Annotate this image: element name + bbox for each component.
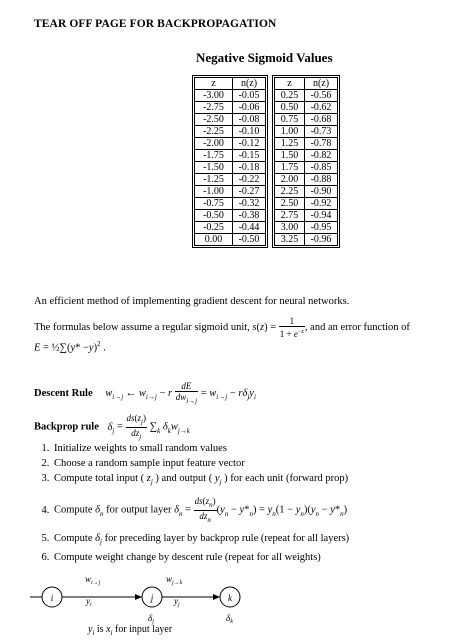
- table-row: [275, 102, 338, 114]
- nz-cell: -0.90: [305, 186, 338, 198]
- z-cell: 3.25: [275, 234, 305, 246]
- header-z: z: [195, 78, 233, 90]
- table-row: [275, 234, 338, 246]
- table-row: [275, 138, 338, 150]
- intro-text: An efficient method of implementing gradient descent for neural networks.: [34, 296, 350, 307]
- nz-cell: -0.32: [233, 198, 266, 210]
- z-cell: 0.00: [195, 234, 233, 246]
- table-row: [195, 150, 266, 162]
- step-4: 4. Compute $\delta_n$ for output layer $\delta_n$ = $\frac{ds(z_n)}{dz_n}$ $(y_n - y*_n) = y_n(1 - y_n)(y_n - y*_n)$: [52, 496, 464, 525]
- table-row: [195, 234, 266, 246]
- delta-k-label: $\delta_k$: [226, 613, 233, 625]
- nz-cell: -0.12: [233, 138, 266, 150]
- step-3: 3. Compute total input ( $z_j$ ) and output ( $y_j$ ) for each unit (forward prop): [52, 471, 464, 490]
- step-6: 6. Compute weight change by descent rule (repeat for all weights): [52, 550, 464, 565]
- backprop-rule: Backprop rule $\delta_j$ = $\frac{ds(z_j)}{dz_j}$ $\sum_k$ $\delta_kw_{j\to k}$: [34, 413, 190, 441]
- z-cell: 1.25: [275, 138, 305, 150]
- table-row: [275, 174, 338, 186]
- table-row: [275, 210, 338, 222]
- sigmoid-fraction: $\frac{1}{1 + e^{-z}}$: [279, 316, 304, 339]
- z-cell: 1.50: [275, 150, 305, 162]
- z-cell: 1.75: [275, 162, 305, 174]
- nz-cell: -0.96: [305, 234, 338, 246]
- table-row: [195, 90, 266, 102]
- z-cell: -1.75: [195, 150, 233, 162]
- table-row: [195, 138, 266, 150]
- node-k-label: k: [228, 593, 232, 603]
- page-header: TEAR OFF PAGE FOR BACKPROPAGATION: [34, 18, 277, 30]
- weight-ij-label: $w_{i\to j}$: [85, 574, 101, 586]
- z-cell: 3.00: [275, 222, 305, 234]
- table-row: [275, 198, 338, 210]
- z-cell: 2.00: [275, 174, 305, 186]
- nz-cell: -0.68: [305, 114, 338, 126]
- nz-cell: -0.10: [233, 126, 266, 138]
- z-cell: -0.75: [195, 198, 233, 210]
- nz-cell: -0.94: [305, 210, 338, 222]
- table-row: [275, 150, 338, 162]
- nz-cell: -0.44: [233, 222, 266, 234]
- table-left: [194, 77, 266, 246]
- weight-jk-label: $w_{j\to k}$: [166, 574, 183, 586]
- z-cell: 2.75: [275, 210, 305, 222]
- z-cell: 2.25: [275, 186, 305, 198]
- z-cell: -2.25: [195, 126, 233, 138]
- arrow-head-ij: [135, 594, 142, 600]
- header-nz: n(z): [305, 78, 338, 90]
- steps-list: [34, 441, 464, 565]
- formula-line: The formulas below assume a regular sigmoid unit, s(z) = $\frac{1}{1 + e^{-z}}$ , and an error function of: [34, 316, 410, 339]
- nz-cell: -0.78: [305, 138, 338, 150]
- z-cell: -0.25: [195, 222, 233, 234]
- z-cell: 0.50: [275, 102, 305, 114]
- nz-cell: -0.88: [305, 174, 338, 186]
- z-cell: 0.75: [275, 114, 305, 126]
- backprop-label: Backprop rule: [34, 421, 99, 433]
- nz-cell: -0.85: [305, 162, 338, 174]
- table-row: [275, 186, 338, 198]
- nz-cell: -0.38: [233, 210, 266, 222]
- table-right: [274, 77, 338, 246]
- z-cell: 0.25: [275, 90, 305, 102]
- z-cell: -2.75: [195, 102, 233, 114]
- table-row: [195, 102, 266, 114]
- table-row: [195, 126, 266, 138]
- nz-cell: -0.22: [233, 174, 266, 186]
- nz-cell: -0.27: [233, 186, 266, 198]
- formula-prefix: The formulas below assume a regular sigmoid unit,: [34, 321, 250, 333]
- nz-cell: -0.18: [233, 162, 266, 174]
- z-cell: -0.50: [195, 210, 233, 222]
- z-cell: -2.50: [195, 114, 233, 126]
- step-2: 2. Choose a random sample input feature vector: [52, 456, 464, 471]
- table-row: [195, 114, 266, 126]
- step-1: 1. Initialize weights to small random values: [52, 441, 464, 456]
- nz-cell: -0.08: [233, 114, 266, 126]
- error-function: E = ½∑(y* −y)$^2$ .: [34, 340, 106, 354]
- table-row: [195, 198, 266, 210]
- descent-rule: Descent Rule $w_{i\to j}$ ← $w_{i\to j} - r$ $\frac{dE}{dw_{i\to j}}$ = $w_{i\to j} - r\delta_jy_i$: [34, 381, 256, 405]
- step-5: 5. Compute $\delta_j$ for preceding layer by backprop rule (repeat for all layers): [52, 531, 464, 550]
- y-i-label: $y_i$: [86, 596, 92, 608]
- nz-cell: -0.95: [305, 222, 338, 234]
- z-cell: -1.50: [195, 162, 233, 174]
- table-row: [275, 114, 338, 126]
- z-cell: -2.00: [195, 138, 233, 150]
- table-row: [195, 162, 266, 174]
- arrow-head-jk: [213, 594, 220, 600]
- header-z: z: [275, 78, 305, 90]
- z-cell: -1.00: [195, 186, 233, 198]
- z-cell: 1.00: [275, 126, 305, 138]
- nz-cell: -0.05: [233, 90, 266, 102]
- nz-cell: -0.15: [233, 150, 266, 162]
- table-row: [195, 174, 266, 186]
- nz-cell: -0.62: [305, 102, 338, 114]
- table-row: [195, 186, 266, 198]
- z-cell: -3.00: [195, 90, 233, 102]
- nz-cell: -0.82: [305, 150, 338, 162]
- table-title: Negative Sigmoid Values: [196, 50, 333, 65]
- z-cell: 2.50: [275, 198, 305, 210]
- table-right-wrap: [272, 75, 340, 248]
- diagram-footnote: $y_i$ is $x_i$ for input layer: [88, 624, 173, 637]
- nz-cell: -0.06: [233, 102, 266, 114]
- node-j-label: j: [150, 593, 154, 603]
- nz-cell: -0.73: [305, 126, 338, 138]
- sigmoid-tables: [192, 75, 344, 248]
- delta-j-label: $\delta_j$: [148, 613, 154, 625]
- table-row: [275, 126, 338, 138]
- table-row: [275, 90, 338, 102]
- table-row: [195, 222, 266, 234]
- formula-suffix: , and an error function of: [304, 321, 410, 333]
- table-row: [195, 210, 266, 222]
- nz-cell: -0.92: [305, 198, 338, 210]
- node-i-label: i: [50, 593, 54, 603]
- descent-label: Descent Rule: [34, 387, 93, 399]
- nz-cell: -0.50: [233, 234, 266, 246]
- y-j-label: $y_j$: [174, 596, 180, 608]
- nz-cell: -0.56: [305, 90, 338, 102]
- z-cell: -1.25: [195, 174, 233, 186]
- sigmoid-formula: s: [252, 321, 257, 333]
- table-row: [275, 162, 338, 174]
- header-nz: n(z): [233, 78, 266, 90]
- table-left-wrap: [192, 75, 268, 248]
- table-row: [275, 222, 338, 234]
